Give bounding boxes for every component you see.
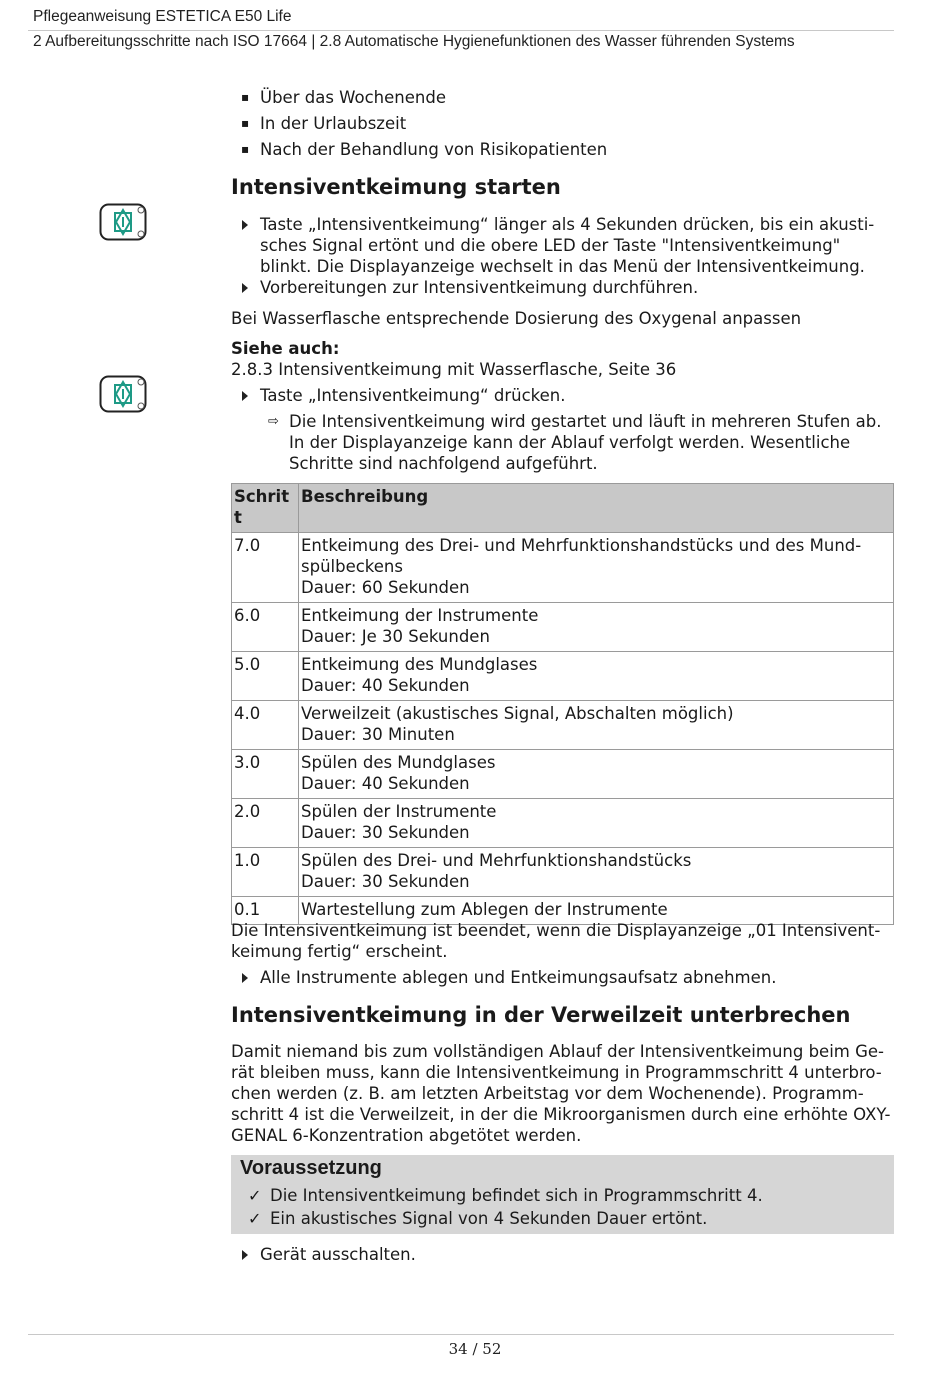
result-arrow-icon: ⇨ (268, 414, 279, 429)
list-item: In der Urlaubszeit (260, 114, 407, 133)
table-row (232, 848, 894, 897)
step-description-cell: Entkeimung des Mundglases Dauer: 40 Sekunden (299, 652, 894, 701)
paragraph-line: GENAL 6-Konzentration abgetötet werden. (231, 1126, 582, 1145)
intensive-disinfection-key-icon (99, 375, 147, 413)
step-description-cell: Spülen der Instrumente Dauer: 30 Sekunden (299, 799, 894, 848)
instruction-step: blinkt. Die Displayanzeige wechselt in das Menü der Intensiventkeimung. (260, 257, 865, 276)
step-number-cell: 7.0 (232, 533, 299, 603)
instruction-step: Vorbereitungen zur Intensiventkeimung durchführen. (260, 278, 699, 297)
document-title: Pflegeanweisung ESTETICA E50 Life (33, 8, 292, 25)
instruction-step: sches Signal ertönt und die obere LED der Taste "Intensiventkeimung" (260, 236, 841, 255)
note-text: Bei Wasserflasche entsprechende Dosierung des Oxygenal anpassen (231, 309, 802, 328)
paragraph-line: rät bleiben muss, kann die Intensiventkeimung in Programmschritt 4 unterbro- (231, 1063, 882, 1082)
step-number-cell: 5.0 (232, 652, 299, 701)
step-number-cell: 0.1 (232, 897, 299, 925)
result-text: Die Intensiventkeimung wird gestartet und läuft in mehreren Stufen ab. (289, 412, 882, 431)
instruction-step: Taste „Intensiventkeimung“ länger als 4 Sekunden drücken, bis ein akusti- (260, 215, 875, 234)
step-number-cell: 6.0 (232, 603, 299, 652)
step-description-cell: Verweilzeit (akustisches Signal, Abschalten möglich) Dauer: 30 Minuten (299, 701, 894, 750)
instruction-step: Alle Instrumente ablegen und Entkeimungsaufsatz abnehmen. (260, 968, 777, 987)
table-row (232, 533, 894, 603)
column-header-step: Schrit t (232, 484, 299, 533)
paragraph-line: chen werden (z. B. am letzten Arbeitstag vor dem Wochenende). Programm- (231, 1084, 864, 1103)
result-text: In der Displayanzeige kann der Ablauf verfolgt werden. Wesentliche (289, 433, 851, 452)
completion-text: keimung fertig“ erscheint. (231, 942, 448, 961)
table-row (232, 603, 894, 652)
completion-text: Die Intensiventkeimung ist beendet, wenn die Displayanzeige „01 Intensivent- (231, 921, 881, 940)
bullet-icon: ▪ (241, 116, 250, 130)
step-description-cell: Entkeimung der Instrumente Dauer: Je 30 Sekunden (299, 603, 894, 652)
action-arrow-icon (242, 391, 248, 401)
footer-divider (28, 1334, 894, 1335)
step-description-cell: Entkeimung des Drei- und Mehrfunktionshandstücks und des Mund- spülbeckens Dauer: 60 Sekunden (299, 533, 894, 603)
section-heading: Intensiventkeimung in der Verweilzeit unterbrechen (231, 1003, 851, 1027)
section-heading: Intensiventkeimung starten (231, 175, 561, 199)
action-arrow-icon (242, 1250, 248, 1260)
result-text: Schritte sind nachfolgend aufgeführt. (289, 454, 598, 473)
step-description-cell: Spülen des Mundglases Dauer: 40 Sekunden (299, 750, 894, 799)
table-row (232, 750, 894, 799)
page-number: 34 / 52 (448, 1340, 502, 1358)
list-item: Nach der Behandlung von Risikopatienten (260, 140, 608, 159)
step-number-cell: 4.0 (232, 701, 299, 750)
table-row (232, 701, 894, 750)
checkmark-icon: ✓ (248, 1209, 262, 1228)
step-description-cell: Wartestellung zum Ablegen der Instrumente (299, 897, 894, 925)
prerequisite-item: Ein akustisches Signal von 4 Sekunden Dauer ertönt. (270, 1209, 708, 1228)
prerequisite-title: Voraussetzung (240, 1157, 382, 1179)
action-arrow-icon (242, 220, 248, 230)
intensive-disinfection-key-icon (99, 203, 147, 241)
see-also-label: Siehe auch: (231, 339, 340, 358)
prerequisite-item: Die Intensiventkeimung befindet sich in Programmschritt 4. (270, 1186, 763, 1205)
action-arrow-icon (242, 973, 248, 983)
instruction-step: Gerät ausschalten. (260, 1245, 416, 1264)
steps-table (231, 483, 894, 925)
step-description-cell: Spülen des Drei- und Mehrfunktionshandstücks Dauer: 30 Sekunden (299, 848, 894, 897)
action-arrow-icon (242, 283, 248, 293)
paragraph-line: schritt 4 ist die Verweilzeit, in der die Mikroorganismen durch eine erhöhte OXY- (231, 1105, 891, 1124)
chapter-breadcrumb: 2 Aufbereitungsschritte nach ISO 17664 | 2.8 Automatische Hygienefunktionen des Wasser führenden Systems (33, 33, 795, 50)
table-header-row (232, 484, 894, 533)
step-number-cell: 2.0 (232, 799, 299, 848)
header-divider (28, 30, 894, 31)
list-item: Über das Wochenende (260, 88, 446, 107)
step-number-cell: 3.0 (232, 750, 299, 799)
column-header-description: Beschreibung (299, 484, 894, 533)
table-row (232, 652, 894, 701)
step-number-cell: 1.0 (232, 848, 299, 897)
table-row (232, 799, 894, 848)
bullet-icon: ▪ (241, 90, 250, 104)
bullet-icon: ▪ (241, 142, 250, 156)
instruction-step: Taste „Intensiventkeimung“ drücken. (260, 386, 566, 405)
checkmark-icon: ✓ (248, 1186, 262, 1205)
paragraph-line: Damit niemand bis zum vollständigen Ablauf der Intensiventkeimung beim Ge- (231, 1042, 884, 1061)
see-also-link[interactable]: 2.8.3 Intensiventkeimung mit Wasserflasche, Seite 36 (231, 360, 677, 379)
